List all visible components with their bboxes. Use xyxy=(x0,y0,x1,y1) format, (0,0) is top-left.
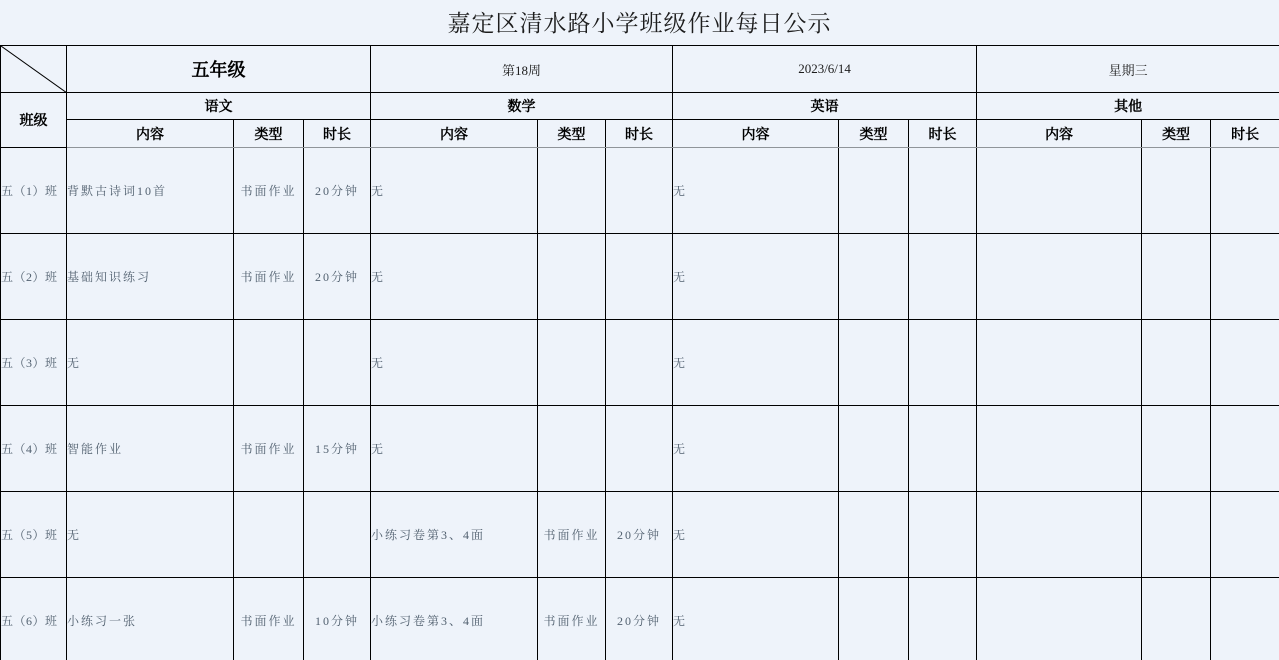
header-row-top xyxy=(1,46,1279,93)
other-duration-cell xyxy=(1211,578,1279,660)
chinese-type-header: 类型 xyxy=(234,120,304,148)
english-duration-header: 时长 xyxy=(909,120,977,148)
other-type-cell xyxy=(1142,492,1211,578)
english-type-cell xyxy=(839,234,909,320)
weekday-header: 星期三 xyxy=(977,46,1279,93)
chinese-type-cell: 书面作业 xyxy=(234,148,304,234)
math-type-cell xyxy=(538,406,606,492)
english-duration-cell xyxy=(909,320,977,406)
chinese-content-cell: 基础知识练习 xyxy=(67,234,234,320)
date-header: 2023/6/14 xyxy=(673,46,977,93)
english-content-cell: 无 xyxy=(673,578,839,660)
other-duration-cell xyxy=(1211,406,1279,492)
chinese-type-cell xyxy=(234,492,304,578)
math-content-header: 内容 xyxy=(371,120,538,148)
math-content-cell: 无 xyxy=(371,406,538,492)
other-content-cell xyxy=(977,148,1142,234)
diagonal-header-cell xyxy=(1,46,67,93)
math-duration-cell xyxy=(606,320,673,406)
chinese-content-cell: 无 xyxy=(67,492,234,578)
math-type-header: 类型 xyxy=(538,120,606,148)
english-type-cell xyxy=(839,148,909,234)
english-duration-cell xyxy=(909,406,977,492)
chinese-duration-cell xyxy=(304,320,371,406)
table-row-class-3 xyxy=(1,320,1279,406)
math-type-cell xyxy=(538,234,606,320)
page-title: 嘉定区清水路小学班级作业每日公示 xyxy=(447,11,832,36)
chinese-type-cell: 书面作业 xyxy=(234,406,304,492)
english-content-cell: 无 xyxy=(673,406,839,492)
class-name-cell: 五（5）班 xyxy=(1,492,67,578)
subject-header-english: 英语 xyxy=(673,93,977,120)
english-content-header: 内容 xyxy=(673,120,839,148)
table-row-class-5 xyxy=(1,492,1279,578)
math-content-cell: 无 xyxy=(371,148,538,234)
subject-header-math: 数学 xyxy=(371,93,673,120)
english-content-cell: 无 xyxy=(673,320,839,406)
math-type-cell: 书面作业 xyxy=(538,492,606,578)
other-duration-cell xyxy=(1211,492,1279,578)
other-type-cell xyxy=(1142,406,1211,492)
chinese-duration-cell xyxy=(304,492,371,578)
math-duration-cell xyxy=(606,406,673,492)
english-duration-cell xyxy=(909,578,977,660)
math-content-cell: 小练习卷第3、4面 xyxy=(371,492,538,578)
english-content-cell: 无 xyxy=(673,492,839,578)
chinese-content-header: 内容 xyxy=(67,120,234,148)
other-duration-cell xyxy=(1211,320,1279,406)
other-content-cell xyxy=(977,406,1142,492)
other-duration-cell xyxy=(1211,234,1279,320)
chinese-duration-header: 时长 xyxy=(304,120,371,148)
grade-header: 五年级 xyxy=(67,46,371,93)
subject-header-other: 其他 xyxy=(977,93,1279,120)
other-duration-header: 时长 xyxy=(1211,120,1279,148)
chinese-content-cell: 智能作业 xyxy=(67,406,234,492)
english-type-cell xyxy=(839,320,909,406)
english-content-cell: 无 xyxy=(673,148,839,234)
other-content-cell xyxy=(977,234,1142,320)
chinese-content-cell: 小练习一张 xyxy=(67,578,234,660)
english-type-cell xyxy=(839,406,909,492)
class-column-header: 班级 xyxy=(1,93,67,148)
chinese-type-cell: 书面作业 xyxy=(234,234,304,320)
chinese-content-cell: 无 xyxy=(67,320,234,406)
class-name-cell: 五（1）班 xyxy=(1,148,67,234)
table-row-class-1 xyxy=(1,148,1279,234)
english-type-cell xyxy=(839,578,909,660)
other-type-cell xyxy=(1142,578,1211,660)
math-duration-cell xyxy=(606,234,673,320)
math-content-cell: 无 xyxy=(371,320,538,406)
math-type-cell: 书面作业 xyxy=(538,578,606,660)
chinese-duration-cell: 10分钟 xyxy=(304,578,371,660)
other-type-cell xyxy=(1142,148,1211,234)
math-duration-cell: 20分钟 xyxy=(606,578,673,660)
math-content-cell: 无 xyxy=(371,234,538,320)
english-type-header: 类型 xyxy=(839,120,909,148)
header-row-subcolumns xyxy=(1,120,1279,148)
math-duration-cell: 20分钟 xyxy=(606,492,673,578)
english-type-cell xyxy=(839,492,909,578)
english-content-cell: 无 xyxy=(673,234,839,320)
class-name-cell: 五（6）班 xyxy=(1,578,67,660)
header-row-subjects xyxy=(1,93,1279,120)
chinese-type-cell xyxy=(234,320,304,406)
week-header: 第18周 xyxy=(371,46,673,93)
subject-header-chinese: 语文 xyxy=(67,93,371,120)
class-name-cell: 五（4）班 xyxy=(1,406,67,492)
other-type-header: 类型 xyxy=(1142,120,1211,148)
math-duration-cell xyxy=(606,148,673,234)
class-name-cell: 五（2）班 xyxy=(1,234,67,320)
table-row-class-4 xyxy=(1,406,1279,492)
chinese-type-cell: 书面作业 xyxy=(234,578,304,660)
english-duration-cell xyxy=(909,492,977,578)
other-content-cell xyxy=(977,578,1142,660)
math-duration-header: 时长 xyxy=(606,120,673,148)
table-row-class-6 xyxy=(1,578,1279,660)
table-row-class-2 xyxy=(1,234,1279,320)
chinese-duration-cell: 20分钟 xyxy=(304,234,371,320)
chinese-duration-cell: 15分钟 xyxy=(304,406,371,492)
chinese-content-cell: 背默古诗词10首 xyxy=(67,148,234,234)
homework-table xyxy=(0,45,1279,660)
english-duration-cell xyxy=(909,234,977,320)
math-type-cell xyxy=(538,320,606,406)
math-type-cell xyxy=(538,148,606,234)
other-duration-cell xyxy=(1211,148,1279,234)
class-name-cell: 五（3）班 xyxy=(1,320,67,406)
english-duration-cell xyxy=(909,148,977,234)
other-content-header: 内容 xyxy=(977,120,1142,148)
math-content-cell: 小练习卷第3、4面 xyxy=(371,578,538,660)
other-type-cell xyxy=(1142,320,1211,406)
other-content-cell xyxy=(977,492,1142,578)
chinese-duration-cell: 20分钟 xyxy=(304,148,371,234)
other-type-cell xyxy=(1142,234,1211,320)
diagonal-line xyxy=(1,46,66,92)
other-content-cell xyxy=(977,320,1142,406)
